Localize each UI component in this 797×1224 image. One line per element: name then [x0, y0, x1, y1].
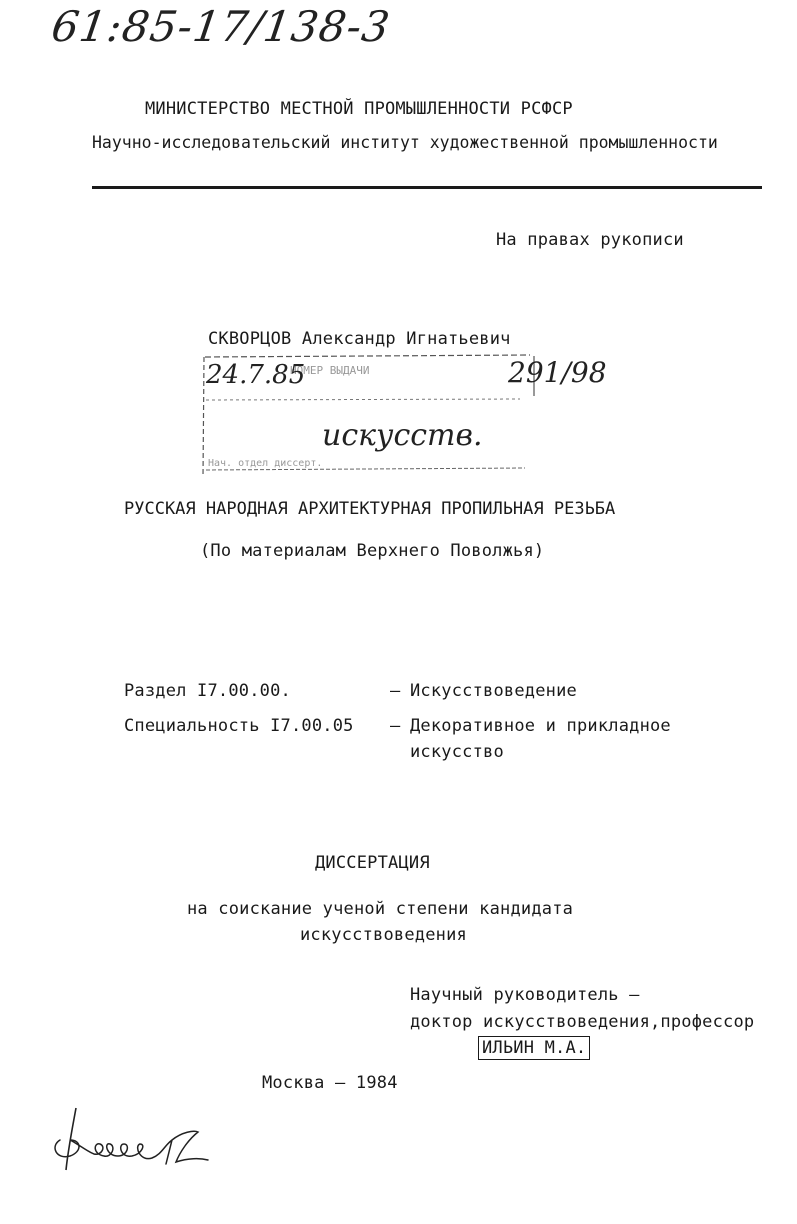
specialty-dash: – — [390, 716, 401, 736]
supervisor-title: доктор искусствоведения,профессор — [410, 1012, 755, 1032]
supervisor-role: Научный руководитель – — [410, 985, 640, 1005]
specialty-value: Декоративное и прикладное — [410, 716, 671, 736]
section-label: Раздел I7.00.00. — [124, 681, 291, 701]
institute-heading: Научно-исследовательский институт художественной промышленности — [92, 133, 718, 152]
section-value: Искусствоведение — [410, 681, 577, 701]
rights-note: На правах рукописи — [496, 230, 684, 250]
dissertation-subtitle: (По материалам Верхнего Поволжья) — [200, 541, 545, 561]
specialty-value-continued: искусство — [410, 742, 504, 762]
svg-text:НОМЕР ВЫДАЧИ: НОМЕР ВЫДАЧИ — [290, 364, 370, 377]
dissertation-title: РУССКАЯ НАРОДНАЯ АРХИТЕКТУРНАЯ ПРОПИЛЬНАЯ РЕЗЬБА — [124, 499, 616, 519]
ministry-heading: МИНИСТЕРСТВО МЕСТНОЙ ПРОМЫШЛЕННОСТИ РСФСР — [145, 99, 573, 119]
stamp-date: 24.7.85 — [206, 360, 306, 390]
place-year: Москва – 1984 — [262, 1073, 398, 1093]
catalog-number: 61:85-17/138-3 — [48, 2, 394, 51]
svg-text:Нач. отдел диссерт.: Нач. отдел диссерт. — [208, 458, 323, 469]
specialty-label: Специальность I7.00.05 — [124, 716, 354, 736]
supervisor-name: ИЛЬИН М.А. — [478, 1036, 590, 1060]
stamp-number: 291/98 — [508, 356, 607, 389]
author-name: СКВОРЦОВ Александр Игнатьевич — [208, 329, 511, 349]
header-divider — [92, 186, 762, 189]
stamp-field: искусств. — [322, 418, 483, 453]
author-signature — [48, 1100, 218, 1190]
degree-line-2: искусствоведения — [300, 925, 467, 945]
section-dash: – — [390, 681, 401, 701]
degree-heading: ДИССЕРТАЦИЯ — [315, 853, 430, 873]
degree-line-1: на соискание ученой степени кандидата — [187, 899, 574, 919]
